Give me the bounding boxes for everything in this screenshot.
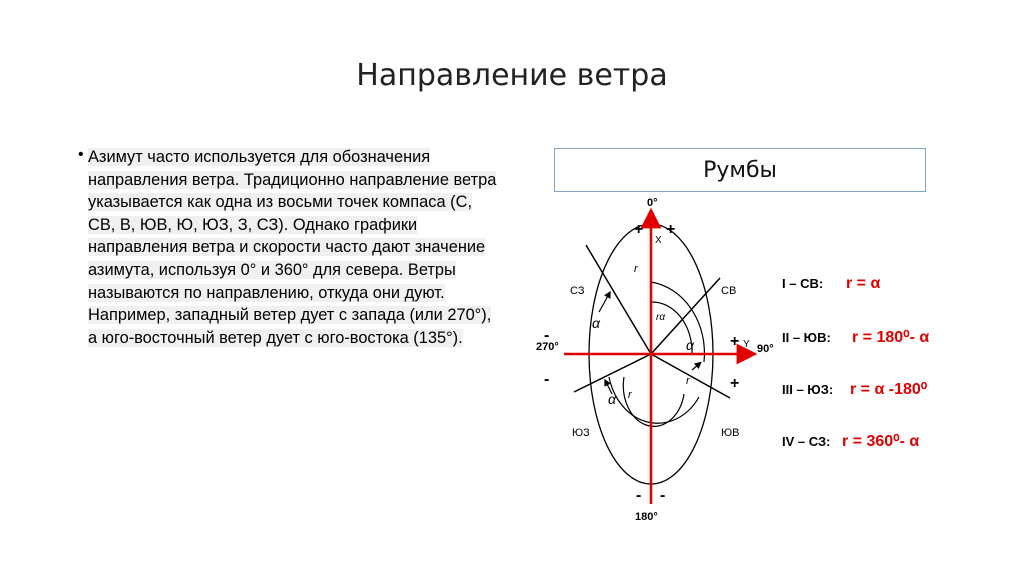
formula-1-label: I – СВ:	[782, 276, 824, 291]
sign-plus-e: +	[730, 333, 740, 350]
formula-1	[782, 275, 880, 292]
quad-ne: СВ	[721, 285, 737, 297]
symbol-alpha-sw: α	[608, 391, 616, 407]
formula-3-label: III – ЮЗ:	[782, 382, 834, 397]
axis-x-letter: X	[655, 235, 662, 246]
label-0: 0°	[647, 197, 658, 209]
label-90: 90°	[757, 343, 774, 355]
formula-4-expr: r = 360⁰- α	[842, 433, 920, 450]
formula-1-expr: r = α	[846, 275, 881, 292]
line-sw	[574, 354, 651, 392]
formula-4-label: IV – СЗ:	[782, 434, 831, 449]
compass-diagram	[534, 132, 944, 528]
bullet-text-content: Азимут часто используется для обозначения направления ветра. Традиционно направление ветра указывается как одна из восьми точек компаса (С, СВ, В, ЮВ, Ю, ЮЗ, З, СЗ). Однако графики направления ветра и скорости часто дают значение азимута, используя 0° и 360° для севера. Ветры называются по направлению, откуда они дуют. Например, западный ветер дует с запада (или 270°), а юго-восточный ветер дует с юго-востока (135°).	[88, 148, 497, 347]
sign-plus-se: +	[730, 375, 740, 392]
quad-sw: ЮЗ	[572, 427, 590, 439]
symbol-r-se: r	[686, 375, 690, 387]
formula-2	[782, 329, 929, 346]
sign-minus-s1: -	[636, 487, 642, 504]
formula-4	[782, 433, 919, 450]
rumby-figure	[534, 132, 944, 528]
line-nw	[586, 245, 651, 354]
quad-se: ЮВ	[721, 427, 740, 439]
symbol-r-top: r	[634, 263, 638, 275]
axis-y-letter: Y	[743, 339, 750, 350]
line-se	[651, 354, 730, 398]
sign-minus-sw: -	[544, 371, 550, 388]
sign-minus-w: -	[544, 327, 550, 344]
formula-2-expr: r = 180⁰- α	[852, 329, 930, 346]
rumby-header: Румбы	[703, 157, 777, 183]
symbol-alpha-nw: α	[592, 315, 600, 331]
label-180: 180°	[635, 511, 658, 523]
symbol-r-alpha: rα	[656, 312, 666, 323]
bullet-text	[88, 146, 498, 349]
symbol-r-sw: r	[628, 389, 632, 401]
symbol-alpha-ne: α	[686, 337, 694, 353]
label-270: 270°	[536, 341, 559, 353]
bullet-marker: •	[78, 146, 84, 163]
sign-plus-ne: +	[666, 221, 676, 238]
formula-3	[782, 381, 928, 398]
formula-2-label: II – ЮВ:	[782, 330, 831, 345]
sign-plus-nw: +	[634, 221, 644, 238]
sign-minus-s2: -	[660, 487, 666, 504]
slide-title: Направление ветра	[356, 58, 668, 93]
formula-3-expr: r = α -180⁰	[850, 381, 928, 398]
quad-nw: СЗ	[570, 285, 585, 297]
